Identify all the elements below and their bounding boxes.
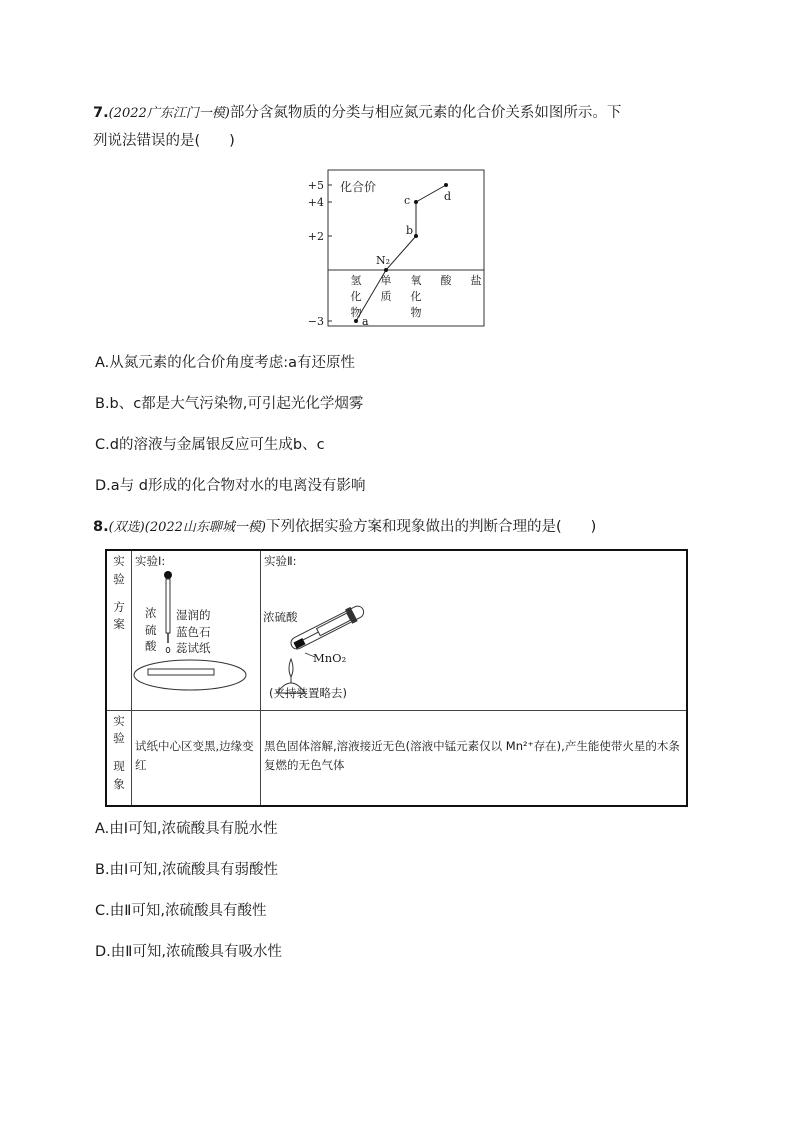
dropper-tube [166, 579, 170, 633]
y-tick-label: +2 [307, 230, 324, 243]
row-head-char: 方 [113, 599, 125, 614]
q8-option-d: D.由Ⅱ可知,浓硫酸具有吸水性 [95, 944, 283, 960]
point-n2 [384, 268, 388, 272]
q8-option-c: C.由Ⅱ可知,浓硫酸具有酸性 [95, 903, 267, 919]
q7-stem-line1 [93, 101, 621, 122]
q7-number: 7. [93, 105, 109, 121]
paper-line: 蕊试纸 [176, 641, 211, 656]
y-tick-label: +4 [307, 196, 324, 209]
row-head-char: 验 [113, 571, 125, 586]
category-label: 氧 [410, 274, 422, 287]
row-head-char: 现 [113, 759, 125, 774]
q7-stem-line2: 列说法错误的是( ) [93, 133, 235, 149]
exp1-title: 实验Ⅰ: [135, 554, 166, 568]
q8-source: (双选)(2022山东聊城一模) [108, 520, 266, 535]
exp2-note-label: (夹持装置略去) [269, 686, 347, 700]
q7-option-b: B.b、c都是大气污染物,可引起光化学烟雾 [95, 396, 364, 412]
exp2-mno2-label: MnO₂ [313, 651, 347, 665]
exp1-observation: 试纸中心区变黑,边缘变红 [132, 710, 261, 806]
acid-char: 酸 [145, 639, 157, 654]
point-label: c [404, 194, 411, 207]
paper-line: 湿润的 [176, 608, 211, 622]
point-label: N₂ [376, 254, 391, 267]
row-head-char: 象 [113, 776, 125, 791]
category-label: 质 [380, 290, 392, 303]
category-label: 单 [380, 274, 392, 287]
category-label: 物 [410, 306, 422, 319]
q8-stem-text: 下列依据实验方案和现象做出的判断合理的是( ) [265, 519, 597, 535]
row-head-char: 实 [113, 554, 125, 568]
row-head-plan [106, 550, 132, 710]
q7-source: (2022广东江门一模) [108, 106, 230, 121]
point-label: a [362, 315, 369, 328]
q8-stem [93, 515, 596, 536]
dropper-bulb [164, 571, 172, 579]
row-head-observation [106, 710, 132, 806]
row-head-char: 验 [113, 731, 125, 746]
q7-stem-text: 部分含氮物质的分类与相应氮元素的化合价关系如图所示。下 [229, 105, 622, 121]
acid-char: 浓 [145, 606, 157, 620]
point-b [414, 234, 418, 238]
point-c [414, 200, 418, 204]
exp2-cell [261, 550, 688, 710]
y-tick-label: +5 [307, 179, 324, 192]
q7-option-a: A.从氮元素的化合价角度考虑:a有还原性 [95, 355, 356, 371]
point-label: b [406, 224, 414, 237]
category-label: 化 [350, 290, 362, 303]
valence-series-line [356, 185, 446, 321]
category-label: 氢 [350, 274, 362, 287]
exp2-acid-label: 浓硫酸 [263, 610, 298, 624]
point-d [444, 183, 448, 187]
row-head-char: 实 [113, 713, 125, 728]
point-label: d [444, 190, 452, 203]
exp1-cell [132, 550, 261, 710]
valence-chart [300, 168, 490, 328]
category-label: 化 [410, 290, 422, 303]
exp1-acid-label [145, 605, 157, 655]
paper-line: 蓝色石 [176, 624, 211, 639]
category-label: 酸 [440, 274, 452, 287]
q7-option-c: C.d的溶液与金属银反应可生成b、c [95, 437, 325, 453]
category-label: 盐 [470, 274, 482, 287]
lamp-flame [289, 659, 293, 677]
q7-option-d: D.a与 d形成的化合物对水的电离没有影响 [95, 478, 366, 494]
chart-title: 化合价 [340, 180, 377, 194]
q8-option-a: A.由Ⅰ可知,浓硫酸具有脱水性 [95, 821, 278, 837]
exp2-title: 实验Ⅱ: [264, 554, 297, 568]
row-head-char: 案 [113, 617, 125, 632]
q8-number: 8. [93, 519, 109, 535]
y-tick-label: −3 [307, 315, 324, 328]
acid-drop [166, 647, 170, 652]
acid-char: 硫 [145, 622, 157, 637]
exp1-paper-label [176, 607, 211, 657]
q8-option-b: B.由Ⅰ可知,浓硫酸具有弱酸性 [95, 862, 278, 878]
exp2-observation: 黑色固体溶解,溶液接近无色(溶液中锰元素仅以 Mn²⁺存在),产生能使带火星的木条复燃的无色气体 [261, 710, 688, 806]
point-a [354, 319, 358, 323]
category-label: 物 [350, 306, 362, 319]
exp2-diagram [261, 565, 421, 705]
experiment-table [105, 549, 688, 807]
test-paper [148, 669, 214, 675]
